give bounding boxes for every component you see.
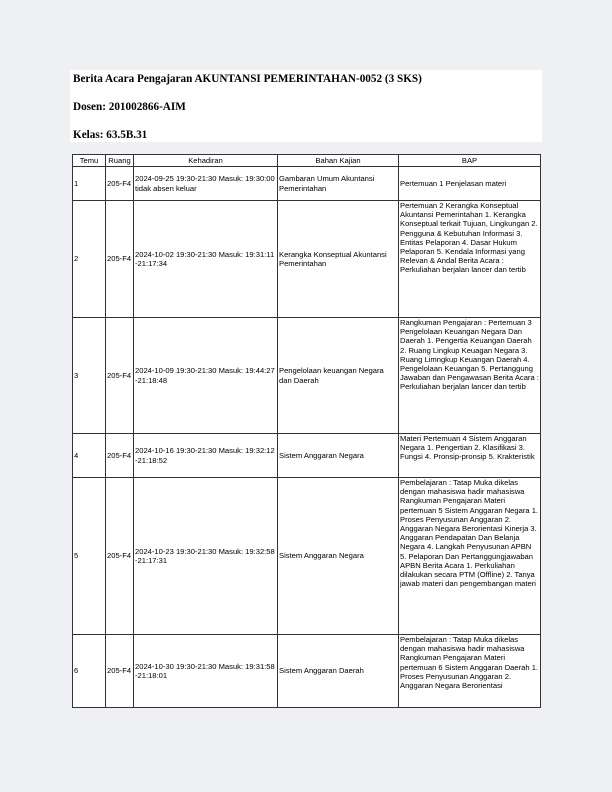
class-label: Kelas: 63.5B.31 <box>73 129 148 141</box>
document-title: Berita Acara Pengajaran AKUNTANSI PEMERINTAHAN-0052 (3 SKS) <box>73 73 422 85</box>
table-row <box>73 635 541 708</box>
column-header-ruang: Ruang <box>106 155 134 167</box>
cell-ruang: 205-F4 <box>106 318 134 434</box>
column-header-bahan-kajian: Bahan Kajian <box>278 155 399 167</box>
cell-temu: 2 <box>73 201 106 318</box>
table-header-row <box>73 155 541 167</box>
cell-kehadiran: 2024-09-25 19:30-21:30 Masuk: 19:30:00 tidak absen keluar <box>134 167 278 201</box>
cell-bahan-kajian: Sistem Anggaran Negara <box>278 434 399 478</box>
cell-kehadiran: 2024-10-30 19:30-21:30 Masuk: 19:31:58 -21:18:01 <box>134 635 278 708</box>
cell-temu: 5 <box>73 478 106 635</box>
cell-bahan-kajian: Sistem Anggaran Negara <box>278 478 399 635</box>
cell-bahan-kajian: Pengelolaan keuangan Negara dan Daerah <box>278 318 399 434</box>
cell-bap: Pertemuan 1 Penjelasan materi <box>399 167 541 201</box>
cell-ruang: 205-F4 <box>106 167 134 201</box>
cell-bahan-kajian: Kerangka Konseptual Akuntansi Pemerintahan <box>278 201 399 318</box>
attendance-table-container <box>72 154 540 708</box>
table-row <box>73 201 541 318</box>
cell-bahan-kajian: Sistem Anggaran Daerah <box>278 635 399 708</box>
cell-temu: 4 <box>73 434 106 478</box>
document-header <box>70 70 542 142</box>
cell-bap: Pembelajaran : Tatap Muka dikelas dengan mahasiswa hadir mahasiswa Rangkuman Pengajaran Materi pertemuan 6 Sistem Anggaran Daerah 1. Proses Penyusunan Anggaran 2. Anggaran Negara Berorientasi <box>399 635 541 708</box>
cell-ruang: 205-F4 <box>106 635 134 708</box>
cell-kehadiran: 2024-10-16 19:30-21:30 Masuk: 19:32:12 -21:18:52 <box>134 434 278 478</box>
cell-kehadiran: 2024-10-09 19:30-21:30 Masuk: 19:44:27 -21:18:48 <box>134 318 278 434</box>
cell-ruang: 205-F4 <box>106 434 134 478</box>
table-row <box>73 167 541 201</box>
cell-temu: 6 <box>73 635 106 708</box>
column-header-kehadiran: Kehadiran <box>134 155 278 167</box>
lecturer-label: Dosen: 201002866-AIM <box>73 101 186 113</box>
cell-bap: Rangkuman Pengajaran : Pertemuan 3 Pengelolaan Keuangan Negara Dan Daerah 1. Pengertia Keuangan Daerah 2. Ruang Lingkup Keuagan Negara 3. Ruang Limngkup Keuangan Daerah 4. Pengelolaan Keuangan 5. Pertanggung Jawaban dan Pengawasan Berita Acara : Perkuliahan berjalan lancer dan tertib <box>399 318 541 434</box>
attendance-table <box>72 154 541 708</box>
cell-bap: Pertemuan 2 Kerangka Konseptual Akuntansi Pemerintahan 1. Kerangka Konseptual terkait Tujuan, Lingkungan 2. Pengguna & Kebutuhan Informasi 3. Entitas Pelaporan 4. Dasar Hukum Pelaporan 5. Kendala Informasi yang Relevan & Andal Berita Acara : Perkuliahan berjalan lancer dan tertib <box>399 201 541 318</box>
cell-kehadiran: 2024-10-23 19:30-21:30 Masuk: 19:32:58 -21:17:31 <box>134 478 278 635</box>
cell-bahan-kajian: Gambaran Umum Akuntansi Pemerintahan <box>278 167 399 201</box>
cell-bap: Materi Pertemuan 4 Sistem Anggaran Negara 1. Pengertian 2. Klasifikasi 3. Fungsi 4. Pronsip-pronsip 5. Krakteristik <box>399 434 541 478</box>
cell-ruang: 205-F4 <box>106 201 134 318</box>
column-header-bap: BAP <box>399 155 541 167</box>
cell-temu: 1 <box>73 167 106 201</box>
cell-ruang: 205-F4 <box>106 478 134 635</box>
cell-temu: 3 <box>73 318 106 434</box>
cell-kehadiran: 2024-10-02 19:30-21:30 Masuk: 19:31:11 -21:17:34 <box>134 201 278 318</box>
cell-bap: Pembelajaran : Tatap Muka dikelas dengan mahasiswa hadir mahasiswa Rangkuman Pengajaran Materi pertemuan 5 Sistem Anggaran Negara 1. Proses Penyusunan Anggaran 2. Anggaran Negara Berorientasi Kinerja 3. Anggaran Pendapatan Dan Belanja Negara 4. Langkah Penyusunan APBN 5. Pelaporan Dan Pertanggungjawaban APBN Berita Acara 1. Perkuliahan dilakukan secara PTM (Offline) 2. Tanya jawab materi dan pengembangan materi <box>399 478 541 635</box>
table-row <box>73 318 541 434</box>
table-row <box>73 434 541 478</box>
column-header-temu: Temu <box>73 155 106 167</box>
table-row <box>73 478 541 635</box>
